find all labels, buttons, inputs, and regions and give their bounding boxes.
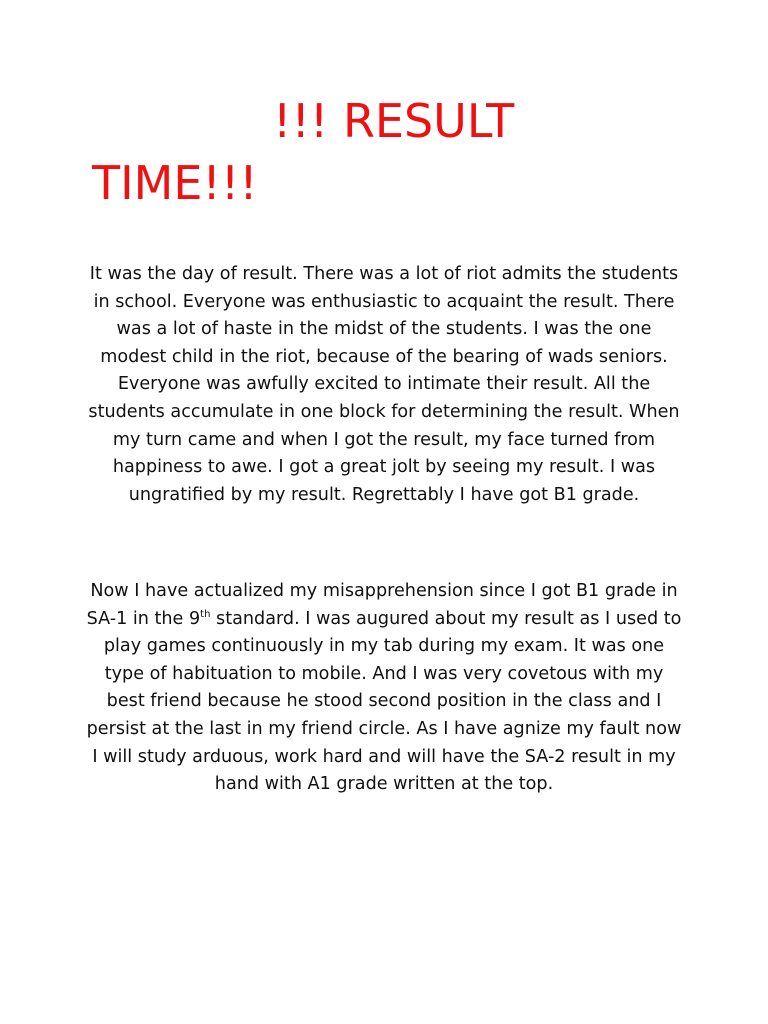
- paragraph-2-text-start: Now I have actualized my misapprehension since I got B1 grade in SA-1 in the 9: [86, 581, 678, 629]
- title-line-2: TIME!!!: [92, 156, 258, 210]
- paragraph-2-text-end: standard. I was augured about my result as I used to play games continuously in my tab during my exam. It was one type of habituation to mobile. And I was very covetous with my best friend because he stood second position in the class and I persist at the last in my friend circle. As I have agnize my fault now I will study arduous, work hard and will have the SA-2 result in my hand with A1 grade written at the top.: [86, 608, 682, 795]
- title-line-1: !!! RESULT: [273, 94, 515, 148]
- paragraph-2: [86, 578, 682, 799]
- ordinal-superscript: th: [200, 608, 211, 620]
- paragraph-1: It was the day of result. There was a lot of riot admits the students in school. Everyone was enthusiastic to acquaint the result. There was a lot of haste in the midst of the students. I was the one modest child in the riot, because of the bearing of wads seniors. Everyone was awfully excited to intimate their result. All the students accumulate in one block for determining the result. When my turn came and when I got the result, my face turned from happiness to awe. I got a great jolt by seeing my result. I was ungratified by my result. Regrettably I have got B1 grade.: [88, 264, 680, 505]
